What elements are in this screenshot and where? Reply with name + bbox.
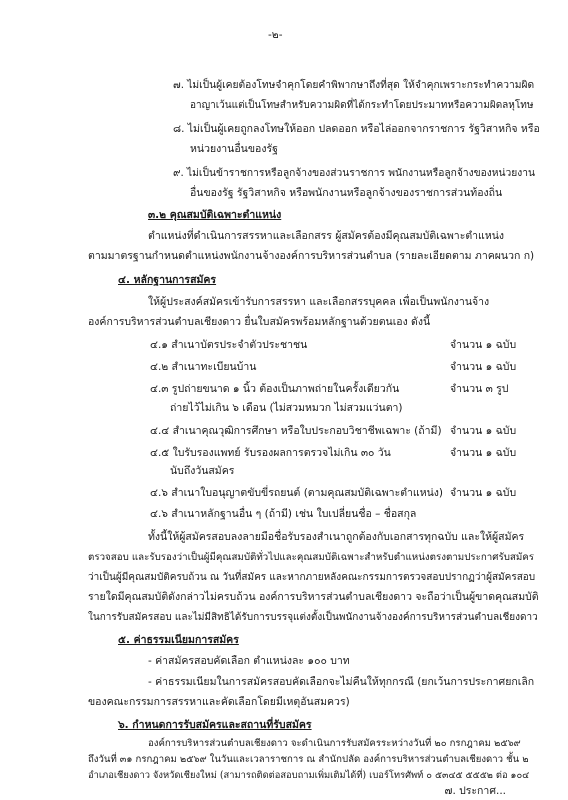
doc-row	[150, 338, 517, 353]
doc-label: ๔.๑ สำเนาบัตรประจำตัวประชาชน	[150, 339, 308, 351]
doc-amount: จำนวน ๑ ฉบับ	[450, 487, 517, 499]
section-4-intro2: องค์การบริหารส่วนตำบลเชียงดาว ยื่นใบสมัครพร้อมหลักฐานด้วยตนเอง ดังนี้	[88, 316, 431, 328]
doc-amount: จำนวน ๑ ฉบับ	[450, 361, 517, 373]
section-5-line2: - ค่าธรรมเนียมในการสมัครสอบคัดเลือกจะไม่คืนให้ทุกกรณี (ยกเว้นการประกาศยกเลิก	[148, 676, 535, 688]
section-6-heading: ๖. กำหนดการรับสมัครและสถานที่รับสมัคร	[118, 719, 312, 731]
item-9-line1: ๙. ไม่เป็นข้าราชการหรือลูกจ้างของส่วนราชการ พนักงานหรือลูกจ้างของหน่วยงาน	[173, 167, 536, 179]
section-4-para-line: ในการรับสมัครสอบ และไม่มีสิทธิได้รับการบรรจุแต่งตั้งเป็นพนักงานจ้างองค์การบริหารส่วนตำบลเชียงดาว	[88, 612, 538, 623]
section-4-para-line: รายใดมีคุณสมบัติดังกล่าวไม่ครบถ้วน องค์การบริหารส่วนตำบลเชียงดาว จะถือว่าเป็นผู้ขาดคุณสมบัติ	[88, 591, 539, 603]
doc-label: ๔.๖ สำเนาหลักฐานอื่น ๆ (ถ้ามี) เช่น ใบเปลี่ยนชื่อ – ชื่อสกุล	[150, 508, 417, 520]
section-6-line2: ถึงวันที่ ๓๑ กรกฎาคม ๒๕๖๙ ในวันและเวลาราชการ ณ สำนักปลัด องค์การบริหารส่วนตำบลเชียงดาว ชั้น ๒	[88, 754, 529, 765]
doc-amount: จำนวน ๑ ฉบับ	[450, 425, 517, 437]
item-9-line2: อื่นของรัฐ รัฐวิสาหกิจ หรือพนักงานหรือลูกจ้างของราชการส่วนท้องถิ่น	[190, 187, 503, 199]
doc-row	[150, 382, 512, 397]
section-3-2-line2: ตามมาตรฐานกำหนดตำแหน่งพนักงานจ้างองค์การบริหารส่วนตำบล (รายละเอียดตาม ภาคผนวก ก)	[88, 250, 535, 262]
doc-row	[150, 446, 517, 461]
doc-label: ๔.๔ สำเนาคุณวุฒิการศึกษา หรือใบประกอบวิชาชีพเฉพาะ (ถ้ามี)	[150, 425, 442, 437]
doc-label: ๔.๖ สำเนาใบอนุญาตขับขี่รถยนต์ (ตามคุณสมบัติเฉพาะตำแหน่ง)	[150, 487, 444, 499]
doc-amount: จำนวน ๑ ฉบับ	[450, 339, 517, 351]
item-8-line1: ๘. ไม่เป็นผู้เคยถูกลงโทษให้ออก ปลดออก หรือไล่ออกจากราชการ รัฐวิสาหกิจ หรือ	[173, 123, 540, 135]
section-3-2-heading: ๓.๒ คุณสมบัติเฉพาะตำแหน่ง	[148, 209, 282, 221]
doc-row	[150, 360, 517, 375]
doc-label-continued: ถ่ายไว้ไม่เกิน ๖ เดือน (ไม่สวมหมวก ไม่สวมแว่นตา)	[170, 402, 403, 414]
doc-row	[150, 486, 517, 501]
continuation-footer: ๗. ประกาศ...	[444, 785, 506, 797]
doc-row	[150, 507, 512, 522]
page-number: -๒-	[268, 29, 283, 41]
section-3-2-line1: ตำแหน่งที่ดำเนินการสรรหาและเลือกสรร ผู้สมัครต้องมีคุณสมบัติเฉพาะตำแหน่ง	[148, 230, 505, 242]
doc-row	[150, 424, 517, 439]
section-5-heading: ๕. ค่าธรรมเนียมการสมัคร	[118, 634, 239, 646]
section-6-line3: อำเภอเชียงดาว จังหวัดเชียงใหม่ (สามารถติดต่อสอบถามเพิ่มเติมได้ที่) เบอร์โทรศัพท์ ๐ ๕๓๔๕ ๕๕๕๒ ต่อ ๑๐๔	[88, 770, 530, 781]
section-5-line3: ของคณะกรรมการสรรหาและคัดเลือกโดยมีเหตุอันสมควร)	[88, 696, 350, 708]
item-7-line2: อาญาเว้นแต่เป็นโทษสำหรับความผิดที่ได้กระทำโดยประมาทหรือความผิดลหุโทษ	[190, 100, 534, 111]
doc-amount: จำนวน ๓ รูป	[450, 383, 509, 395]
section-4-para-line: ทั้งนี้ให้ผู้สมัครสอบลงลายมือชื่อรับรองสำเนาถูกต้องกับเอกสารทุกฉบับ และให้ผู้สมัคร	[148, 531, 525, 543]
section-4-heading: ๔. หลักฐานการสมัคร	[118, 274, 217, 286]
section-6-line1: องค์การบริหารส่วนตำบลเชียงดาว จะดำเนินการรับสมัครระหว่างวันที่ ๒๐ กรกฎาคม ๒๕๖๙	[148, 738, 521, 749]
section-4-intro1: ให้ผู้ประสงค์สมัครเข้ารับการสรรหา และเลือกสรรบุคคล เพื่อเป็นพนักงานจ้าง	[148, 296, 490, 308]
section-4-para-line: ว่าเป็นผู้มีคุณสมบัติครบถ้วน ณ วันที่สมัคร และหากภายหลังคณะกรรมการตรวจสอบปรากฏว่าผู้สมัครสอบ	[88, 572, 536, 583]
doc-label-continued: นับถึงวันสมัคร	[170, 465, 235, 477]
doc-label: ๔.๕ ใบรับรองแพทย์ รับรองผลการตรวจไม่เกิน ๓๐ วัน	[150, 447, 391, 459]
doc-label: ๔.๓ รูปถ่ายขนาด ๑ นิ้ว ต้องเป็นภาพถ่ายในครั้งเดียวกัน	[150, 383, 400, 395]
doc-label: ๔.๒ สำเนาทะเบียนบ้าน	[150, 361, 257, 373]
section-5-line1: - ค่าสมัครสอบคัดเลือก ตำแหน่งละ ๑๐๐ บาท	[148, 655, 350, 667]
item-8-line2: หน่วยงานอื่นของรัฐ	[190, 143, 278, 155]
doc-amount: จำนวน ๑ ฉบับ	[450, 447, 517, 459]
item-7-line1: ๗. ไม่เป็นผู้เคยต้องโทษจำคุกโดยคำพิพากษาถึงที่สุด ให้จำคุกเพราะกระทำความผิด	[173, 79, 535, 91]
section-4-para-line: ตรวจสอบ และรับรองว่าเป็นผู้มีคุณสมบัติทั่วไปและคุณสมบัติเฉพาะสำหรับตำแหน่งตรงตามประกาศรับสมัคร	[88, 552, 535, 563]
